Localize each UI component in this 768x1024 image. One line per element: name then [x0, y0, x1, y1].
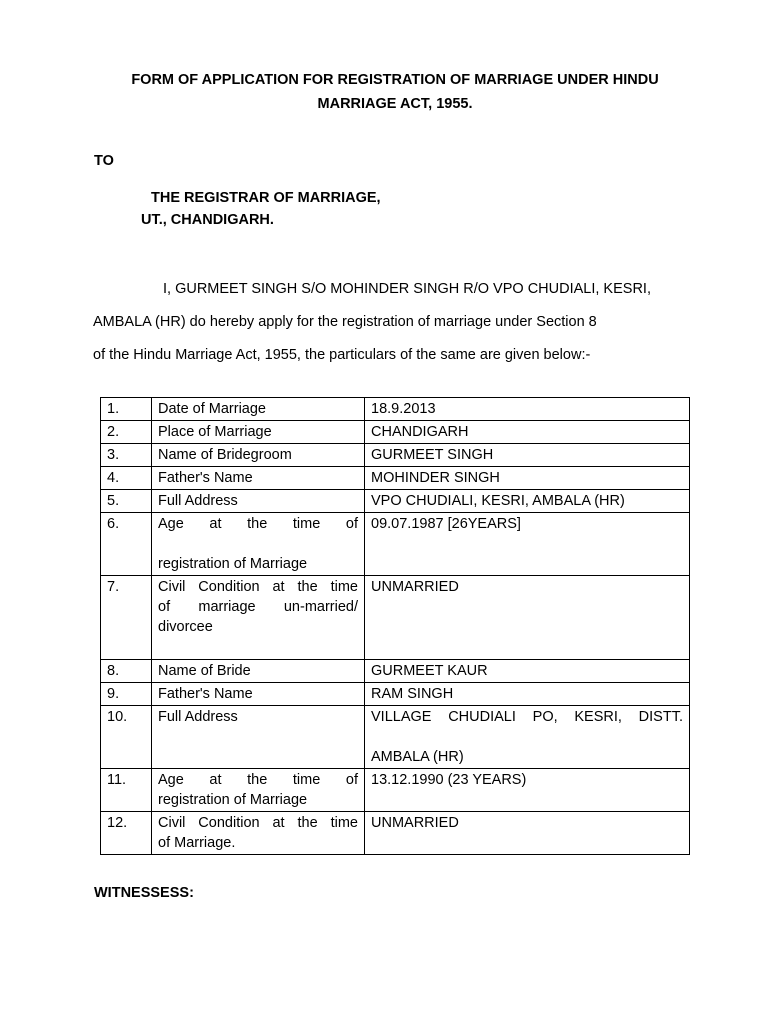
row-label-line: Age at the time of [158, 516, 358, 532]
row-label [152, 513, 365, 576]
row-label-line: Civil Condition at the time [158, 579, 358, 595]
row-label-line: divorcee [158, 619, 213, 635]
row-value: 09.07.1987 [26YEARS] [365, 513, 690, 576]
row-number: 6. [101, 513, 152, 576]
title-line-2: MARRIAGE ACT, 1955. [317, 96, 473, 112]
row-label [152, 576, 365, 660]
row-number: 1. [101, 398, 152, 421]
row-value: RAM SINGH [365, 683, 690, 706]
to-label: TO [94, 153, 114, 169]
row-number: 9. [101, 683, 152, 706]
row-label-line: of marriage un-married/ [158, 599, 358, 615]
row-number: 10. [101, 706, 152, 769]
row-value: 13.12.1990 (23 YEARS) [365, 769, 690, 812]
row-number: 11. [101, 769, 152, 812]
row-label: Full Address [152, 490, 365, 513]
row-label: Father's Name [152, 467, 365, 490]
row-label [152, 769, 365, 812]
row-value-line: VILLAGE CHUDIALI PO, KESRI, DISTT. [371, 709, 683, 725]
table-row [101, 812, 690, 855]
row-number: 3. [101, 444, 152, 467]
row-value: GURMEET SINGH [365, 444, 690, 467]
table-row [101, 444, 690, 467]
row-number: 4. [101, 467, 152, 490]
title-line-1: FORM OF APPLICATION FOR REGISTRATION OF MARRIAGE UNDER HINDU [131, 72, 659, 88]
addressee-line-1: THE REGISTRAR OF MARRIAGE, [151, 190, 381, 206]
particulars-table [100, 397, 690, 855]
row-label [152, 812, 365, 855]
row-value: UNMARRIED [365, 812, 690, 855]
row-number: 12. [101, 812, 152, 855]
application-paragraph [93, 273, 685, 372]
paragraph-line-3: of the Hindu Marriage Act, 1955, the particulars of the same are given below:- [93, 347, 591, 363]
row-label-spacer [158, 534, 358, 554]
witness-label: WITNESSESS: [94, 885, 194, 901]
row-value: VPO CHUDIALI, KESRI, AMBALA (HR) [365, 490, 690, 513]
row-value: GURMEET KAUR [365, 660, 690, 683]
row-value: MOHINDER SINGH [365, 467, 690, 490]
row-value-spacer [371, 727, 683, 747]
table-row [101, 660, 690, 683]
row-label-line: of Marriage. [158, 835, 236, 851]
row-label-line: registration of Marriage [158, 556, 308, 572]
table-row [101, 769, 690, 812]
document-title [100, 68, 690, 116]
row-number: 8. [101, 660, 152, 683]
paragraph-line-2: AMBALA (HR) do hereby apply for the registration of marriage under Section 8 [93, 314, 597, 330]
row-label-line: registration of Marriage [158, 792, 308, 808]
table-row [101, 513, 690, 576]
table-row [101, 467, 690, 490]
row-label: Name of Bridegroom [152, 444, 365, 467]
row-number: 7. [101, 576, 152, 660]
row-value [365, 706, 690, 769]
row-value-line: AMBALA (HR) [371, 749, 464, 765]
row-label-line: Age at the time of [158, 772, 358, 788]
row-label: Father's Name [152, 683, 365, 706]
row-label: Name of Bride [152, 660, 365, 683]
row-value: UNMARRIED [365, 576, 690, 660]
paragraph-line-1: I, GURMEET SINGH S/O MOHINDER SINGH R/O VPO CHUDIALI, KESRI, [163, 281, 651, 297]
row-number: 5. [101, 490, 152, 513]
table-row [101, 490, 690, 513]
row-label: Date of Marriage [152, 398, 365, 421]
row-label: Place of Marriage [152, 421, 365, 444]
row-value: CHANDIGARH [365, 421, 690, 444]
addressee-line-2: UT., CHANDIGARH. [141, 212, 274, 228]
table-row [101, 706, 690, 769]
table-row [101, 576, 690, 660]
row-label-line: Civil Condition at the time [158, 815, 358, 831]
table-row [101, 421, 690, 444]
row-number: 2. [101, 421, 152, 444]
row-value: 18.9.2013 [365, 398, 690, 421]
table-row [101, 683, 690, 706]
table-row [101, 398, 690, 421]
row-label: Full Address [152, 706, 365, 769]
